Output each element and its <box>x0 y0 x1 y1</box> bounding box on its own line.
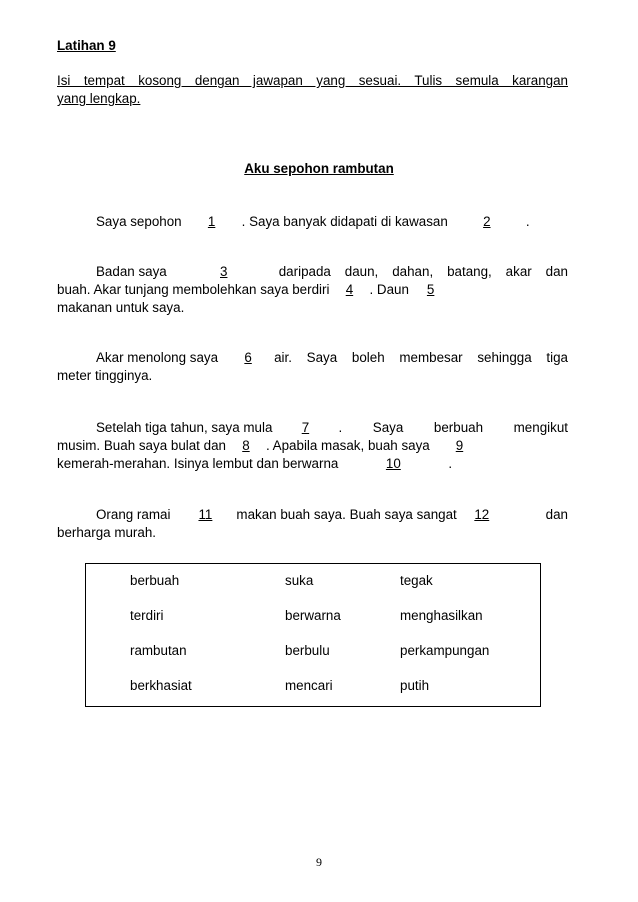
word-bank-item: terdiri <box>130 608 164 623</box>
instruction-line-2: yang lengkap. <box>57 91 141 106</box>
paragraph-4-line-2 <box>57 438 485 453</box>
p4-text-5: kemerah-merahan. Isinya lembut dan berwarna <box>57 456 339 471</box>
p4-text-2: . Saya berbuah mengikut <box>338 420 568 435</box>
blank-5[interactable]: 5 <box>426 282 435 297</box>
blank-8[interactable]: 8 <box>242 438 250 453</box>
blank-2[interactable]: 2 <box>483 214 491 229</box>
p1-text-3: . <box>525 214 530 229</box>
word-bank-item: menghasilkan <box>400 608 483 623</box>
p3-text-2: air. Saya boleh membesar sehingga tiga <box>274 350 568 365</box>
p3-text-3: meter tingginya. <box>57 368 153 383</box>
word-bank-item: rambutan <box>130 643 187 658</box>
p2-text-2: daripada daun, dahan, batang, akar dan <box>278 264 568 279</box>
paragraph-1 <box>96 214 530 229</box>
blank-9[interactable]: 9 <box>455 438 464 453</box>
p3-text-1: Akar menolong saya <box>96 350 219 365</box>
paragraph-4-line-3 <box>57 456 452 471</box>
p1-text-1: Saya sepohon <box>96 214 182 229</box>
blank-3[interactable]: 3 <box>220 264 228 279</box>
paragraph-2-line-1 <box>96 264 568 279</box>
p2-text-1: Badan saya <box>96 264 167 279</box>
blank-7[interactable]: 7 <box>301 420 310 435</box>
blank-4[interactable]: 4 <box>345 282 354 297</box>
p5-text-1: Orang ramai <box>96 507 171 522</box>
p5-text-2: makan buah saya. Buah saya sangat <box>236 507 457 522</box>
blank-12[interactable]: 12 <box>474 507 490 522</box>
p1-text-2: . Saya banyak didapati di kawasan <box>241 214 448 229</box>
p2-text-5: makanan untuk saya. <box>57 300 185 315</box>
p4-text-6: . <box>448 456 453 471</box>
paragraph-4-line-1 <box>96 420 568 435</box>
word-bank-item: berbuah <box>130 573 180 588</box>
blank-6[interactable]: 6 <box>244 350 252 365</box>
p4-text-4: . Apabila masak, buah saya <box>265 438 430 453</box>
word-bank-item: putih <box>400 678 430 693</box>
blank-10[interactable]: 10 <box>385 456 401 471</box>
paragraph-5-line-1 <box>96 507 568 522</box>
word-bank-item: berbulu <box>285 643 330 658</box>
exercise-title: Latihan 9 <box>57 38 116 53</box>
paragraph-3-line-1 <box>96 350 568 365</box>
word-bank-item: suka <box>285 573 314 588</box>
page-number: 9 <box>316 855 322 869</box>
instruction-line-1: Isi tempat kosong dengan jawapan yang sesuai. Tulis semula karangan <box>57 73 568 88</box>
word-bank-box <box>85 563 541 707</box>
p2-text-4: . Daun <box>369 282 409 297</box>
word-bank-item: mencari <box>285 678 333 693</box>
p2-text-3: buah. Akar tunjang membolehkan saya berdiri <box>57 282 330 297</box>
paragraph-2-line-2 <box>57 282 449 297</box>
p4-text-3: musim. Buah saya bulat dan <box>57 438 226 453</box>
story-title: Aku sepohon rambutan <box>244 161 394 176</box>
word-bank-item: tegak <box>400 573 433 588</box>
word-bank-item: berwarna <box>285 608 341 623</box>
p5-text-3: dan <box>545 507 568 522</box>
blank-11[interactable]: 11 <box>198 507 213 522</box>
p4-text-1: Setelah tiga tahun, saya mula <box>96 420 273 435</box>
word-bank-item: perkampungan <box>400 643 490 658</box>
p5-text-4: berharga murah. <box>57 525 156 540</box>
word-bank-item: berkhasiat <box>130 678 192 693</box>
blank-1[interactable]: 1 <box>207 214 216 229</box>
